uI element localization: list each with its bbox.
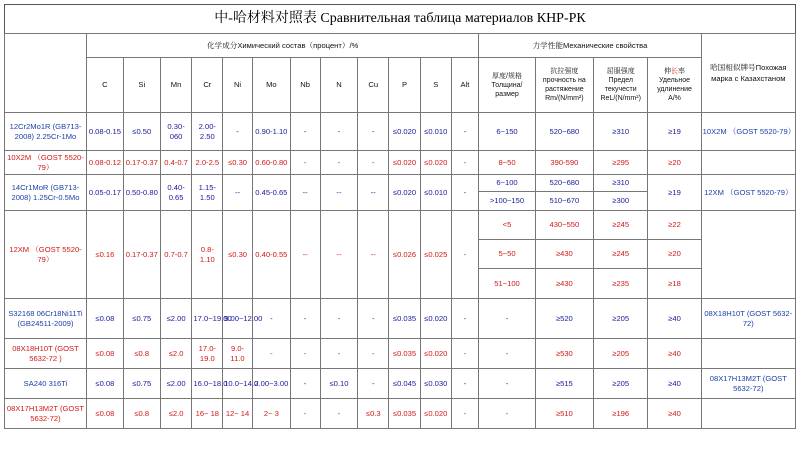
- tensile-header-unit: Rm/(N/mm²): [545, 95, 584, 102]
- cell-alt: -: [451, 211, 479, 299]
- thickness-cell: <5: [479, 211, 535, 240]
- tensile-cell: 430~550: [535, 211, 593, 240]
- cell-n: -: [320, 299, 358, 339]
- cell-cr: 16~ 18: [192, 399, 223, 429]
- cell-ni: 9.00~12.00: [223, 299, 253, 339]
- cell-n: -: [320, 151, 358, 175]
- cell-cu: -: [358, 299, 389, 339]
- cell-c: ≤0.08: [86, 369, 123, 399]
- el-Si: Si: [123, 58, 160, 113]
- cell-s: ≤0.030: [420, 369, 451, 399]
- yield-header-unit: ReL/(N/mm²): [600, 95, 641, 102]
- table-body: [5, 113, 796, 429]
- el-P: P: [389, 58, 421, 113]
- elongation-cell: ≥40: [648, 299, 701, 339]
- thickness-cell: >100~150: [479, 192, 535, 211]
- elongation-header-zh: 伸: [663, 68, 671, 75]
- cell-c: ≤0.16: [86, 211, 123, 299]
- cell-cr: 0.8-1.10: [192, 211, 223, 299]
- tensile-cell: ≥430: [535, 269, 593, 299]
- cell-s: ≤0.025: [420, 211, 451, 299]
- cell-cu: -: [358, 369, 389, 399]
- cell-cu: --: [358, 175, 389, 211]
- tensile-cell: ≥510: [535, 399, 593, 429]
- cell-mo: -: [252, 299, 290, 339]
- cell-ni: -: [223, 113, 253, 151]
- cell-mn: ≤2.00: [160, 299, 192, 339]
- elongation-cell: ≥18: [648, 269, 701, 299]
- cell-cu: -: [358, 151, 389, 175]
- cell-p: ≤0.035: [389, 399, 421, 429]
- cell-alt: -: [451, 399, 479, 429]
- cell-s: ≤0.020: [420, 299, 451, 339]
- material-cell: 08X18H10T (GOST 5632-72 ): [5, 339, 87, 369]
- cell-nb: -: [290, 339, 320, 369]
- cell-alt: -: [451, 175, 479, 211]
- thickness-cell: -: [479, 369, 535, 399]
- cell-mn: ≤2.00: [160, 369, 192, 399]
- thickness-cell: 6~100: [479, 175, 535, 192]
- cell-cu: -: [358, 113, 389, 151]
- table-row: [5, 339, 796, 369]
- cell-alt: -: [451, 151, 479, 175]
- cell-c: ≤0.08: [86, 299, 123, 339]
- cell-si: ≤0.8: [123, 339, 160, 369]
- elongation-header-unit: A/%: [668, 95, 681, 102]
- cell-mo: 0.60-0.80: [252, 151, 290, 175]
- material-cell: SA240 316Ti: [5, 369, 87, 399]
- cell-si: ≤0.75: [123, 299, 160, 339]
- materials-table: [4, 33, 796, 429]
- yield-header: [594, 58, 648, 113]
- cell-nb: --: [290, 211, 320, 299]
- kz-grade-cell: 08X17H13M2T (GOST 5632-72): [701, 369, 795, 399]
- cell-nb: -: [290, 113, 320, 151]
- elongation-header-ru: 率Удельное удлинение: [657, 68, 692, 93]
- cell-si: ≤0.75: [123, 369, 160, 399]
- cell-mn: ≤2.0: [160, 399, 192, 429]
- cell-mo: 0.45-0.65: [252, 175, 290, 211]
- cell-s: ≤0.010: [420, 175, 451, 211]
- cell-cr: 2.0-2.5: [192, 151, 223, 175]
- cell-c: 0.08-0.12: [86, 151, 123, 175]
- material-cell: S32168 06Cr18Ni11Ti (GB24511-2009): [5, 299, 87, 339]
- thickness-cell: 6~150: [479, 113, 535, 151]
- cell-n: ≤0.10: [320, 369, 358, 399]
- el-C: C: [86, 58, 123, 113]
- cell-ni: --: [223, 175, 253, 211]
- cell-s: ≤0.020: [420, 151, 451, 175]
- thickness-cell: -: [479, 399, 535, 429]
- cell-cr: 2.00-2.50: [192, 113, 223, 151]
- elongation-cell: ≥22: [648, 211, 701, 240]
- el-Cu: Cu: [358, 58, 389, 113]
- tensile-cell: ≥515: [535, 369, 593, 399]
- yield-cell: ≥245: [594, 240, 648, 269]
- cell-n: --: [320, 175, 358, 211]
- material-cell: 14Cr1MoR (GB713-2008) 1.25Cr-0.5Mo: [5, 175, 87, 211]
- cell-c: 0.08-0.15: [86, 113, 123, 151]
- cell-ni: 10.0~14.0: [223, 369, 253, 399]
- cell-p: ≤0.026: [389, 211, 421, 299]
- chem-group-header: 化学成分Химический состав（процент）/%: [86, 34, 478, 58]
- yield-cell: ≥310: [594, 175, 648, 192]
- cell-p: ≤0.020: [389, 113, 421, 151]
- material-cell: 10X2M （GOST 5520-79）: [5, 151, 87, 175]
- cell-alt: -: [451, 369, 479, 399]
- kz-grade-header: 哈国相似牌号Похожая марка с Казахстаном: [701, 34, 795, 113]
- cell-mo: 0.90-1.10: [252, 113, 290, 151]
- sub-header-row: [5, 58, 796, 113]
- cell-nb: -: [290, 399, 320, 429]
- cell-mo: 0.40-0.55: [252, 211, 290, 299]
- cell-s: ≤0.010: [420, 113, 451, 151]
- yield-cell: ≥205: [594, 369, 648, 399]
- cell-cr: 16.0~18.0: [192, 369, 223, 399]
- cell-alt: -: [451, 299, 479, 339]
- yield-cell: ≥310: [594, 113, 648, 151]
- comparison-sheet: [4, 4, 796, 429]
- el-Alt: Alt: [451, 58, 479, 113]
- tensile-cell: 510~670: [535, 192, 593, 211]
- elongation-cell: ≥20: [648, 240, 701, 269]
- material-cell: 08X17H13M2T (GOST 5632-72): [5, 399, 87, 429]
- tensile-cell: 520~680: [535, 175, 593, 192]
- page-title: 中-哈材料对照表 Сравнительная таблица материалов КНР-РК: [4, 4, 796, 33]
- kz-grade-cell: [701, 339, 795, 369]
- thickness-header: 厚度/规格 Толщина/размер: [479, 58, 535, 113]
- cell-p: ≤0.035: [389, 299, 421, 339]
- cell-nb: -: [290, 151, 320, 175]
- material-cell: 12XM （GOST 5520-79）: [5, 211, 87, 299]
- elongation-cell: ≥40: [648, 399, 701, 429]
- kz-grade-cell: [701, 399, 795, 429]
- el-Nb: Nb: [290, 58, 320, 113]
- el-Mo: Mo: [252, 58, 290, 113]
- el-N: N: [320, 58, 358, 113]
- elongation-cell: ≥40: [648, 369, 701, 399]
- tensile-cell: ≥530: [535, 339, 593, 369]
- cell-nb: -: [290, 369, 320, 399]
- yield-cell: ≥295: [594, 151, 648, 175]
- elongation-cell: ≥20: [648, 151, 701, 175]
- cell-p: ≤0.020: [389, 175, 421, 211]
- material-header: [5, 34, 87, 113]
- material-cell: 12Cr2Mo1R (GB713-2008) 2.25Cr-1Mo: [5, 113, 87, 151]
- cell-mo: 2~ 3: [252, 399, 290, 429]
- cell-si: ≤0.8: [123, 399, 160, 429]
- cell-mn: ≤2.0: [160, 339, 192, 369]
- yield-header-ru: Предел текучести: [604, 77, 637, 93]
- tensile-cell: 520~680: [535, 113, 593, 151]
- cell-ni: ≤0.30: [223, 151, 253, 175]
- cell-c: ≤0.08: [86, 339, 123, 369]
- cell-p: ≤0.035: [389, 339, 421, 369]
- tensile-header-zh: 抗拉强度: [550, 68, 579, 75]
- cell-n: -: [320, 399, 358, 429]
- yield-cell: ≥205: [594, 299, 648, 339]
- cell-nb: --: [290, 175, 320, 211]
- elongation-cell: ≥40: [648, 339, 701, 369]
- elongation-header: [648, 58, 701, 113]
- elongation-cell: ≥19: [648, 113, 701, 151]
- cell-cu: ≤0.3: [358, 399, 389, 429]
- cell-cr: 1.15-1.50: [192, 175, 223, 211]
- table-row: [5, 113, 796, 151]
- kz-grade-cell: 10X2M （GOST 5520-79）: [701, 113, 795, 151]
- cell-cr: 17.0-19.0: [192, 339, 223, 369]
- thickness-cell: 5~50: [479, 240, 535, 269]
- tensile-cell: ≥520: [535, 299, 593, 339]
- cell-p: ≤0.020: [389, 151, 421, 175]
- kz-grade-cell: [701, 211, 795, 299]
- el-Cr: Cr: [192, 58, 223, 113]
- yield-header-zh: 屈服强度: [606, 68, 635, 75]
- tensile-header: [535, 58, 593, 113]
- cell-ni: 12~ 14: [223, 399, 253, 429]
- table-row: [5, 399, 796, 429]
- cell-mn: 0.7-0.7: [160, 211, 192, 299]
- cell-si: ≤0.50: [123, 113, 160, 151]
- cell-p: ≤0.045: [389, 369, 421, 399]
- table-row: [5, 211, 796, 240]
- thickness-cell: -: [479, 299, 535, 339]
- cell-n: --: [320, 211, 358, 299]
- kz-grade-cell: [701, 151, 795, 175]
- cell-alt: -: [451, 339, 479, 369]
- cell-mn: 0.4-0.7: [160, 151, 192, 175]
- cell-mo: -: [252, 339, 290, 369]
- cell-n: -: [320, 113, 358, 151]
- cell-mo: 2.00~3.00: [252, 369, 290, 399]
- cell-s: ≤0.020: [420, 399, 451, 429]
- cell-mn: 0.40-0.65: [160, 175, 192, 211]
- cell-si: 0.17-0.37: [123, 211, 160, 299]
- cell-nb: -: [290, 299, 320, 339]
- yield-cell: ≥245: [594, 211, 648, 240]
- cell-mn: 0.30-060: [160, 113, 192, 151]
- kz-grade-cell: 12XM （GOST 5520-79）: [701, 175, 795, 211]
- tensile-cell: ≥430: [535, 240, 593, 269]
- thickness-cell: 51~100: [479, 269, 535, 299]
- cell-c: 0.05-0.17: [86, 175, 123, 211]
- yield-cell: ≥300: [594, 192, 648, 211]
- tensile-cell: 390-590: [535, 151, 593, 175]
- yield-cell: ≥196: [594, 399, 648, 429]
- cell-ni: ≤0.30: [223, 211, 253, 299]
- cell-si: 0.17-0.37: [123, 151, 160, 175]
- el-Ni: Ni: [223, 58, 253, 113]
- mech-group-header: 力学性能Механические свойства: [479, 34, 701, 58]
- cell-ni: 9.0-11.0: [223, 339, 253, 369]
- tensile-header-ru: прочность на растяжение: [542, 77, 586, 93]
- cell-si: 0.50-0.80: [123, 175, 160, 211]
- cell-cu: -: [358, 339, 389, 369]
- el-Mn: Mn: [160, 58, 192, 113]
- cell-s: ≤0.020: [420, 339, 451, 369]
- cell-c: ≤0.08: [86, 399, 123, 429]
- table-row: [5, 175, 796, 192]
- yield-cell: ≥235: [594, 269, 648, 299]
- kz-grade-cell: 08X18H10T (GOST 5632-72): [701, 299, 795, 339]
- yield-cell: ≥205: [594, 339, 648, 369]
- cell-cr: 17.0~19.00: [192, 299, 223, 339]
- table-row: [5, 299, 796, 339]
- thickness-cell: -: [479, 339, 535, 369]
- thickness-cell: 8~50: [479, 151, 535, 175]
- table-row: [5, 369, 796, 399]
- elongation-header-red: 长: [670, 68, 678, 75]
- table-row: [5, 151, 796, 175]
- el-S: S: [420, 58, 451, 113]
- elongation-cell: ≥19: [648, 175, 701, 211]
- cell-alt: -: [451, 113, 479, 151]
- cell-n: -: [320, 339, 358, 369]
- cell-cu: --: [358, 211, 389, 299]
